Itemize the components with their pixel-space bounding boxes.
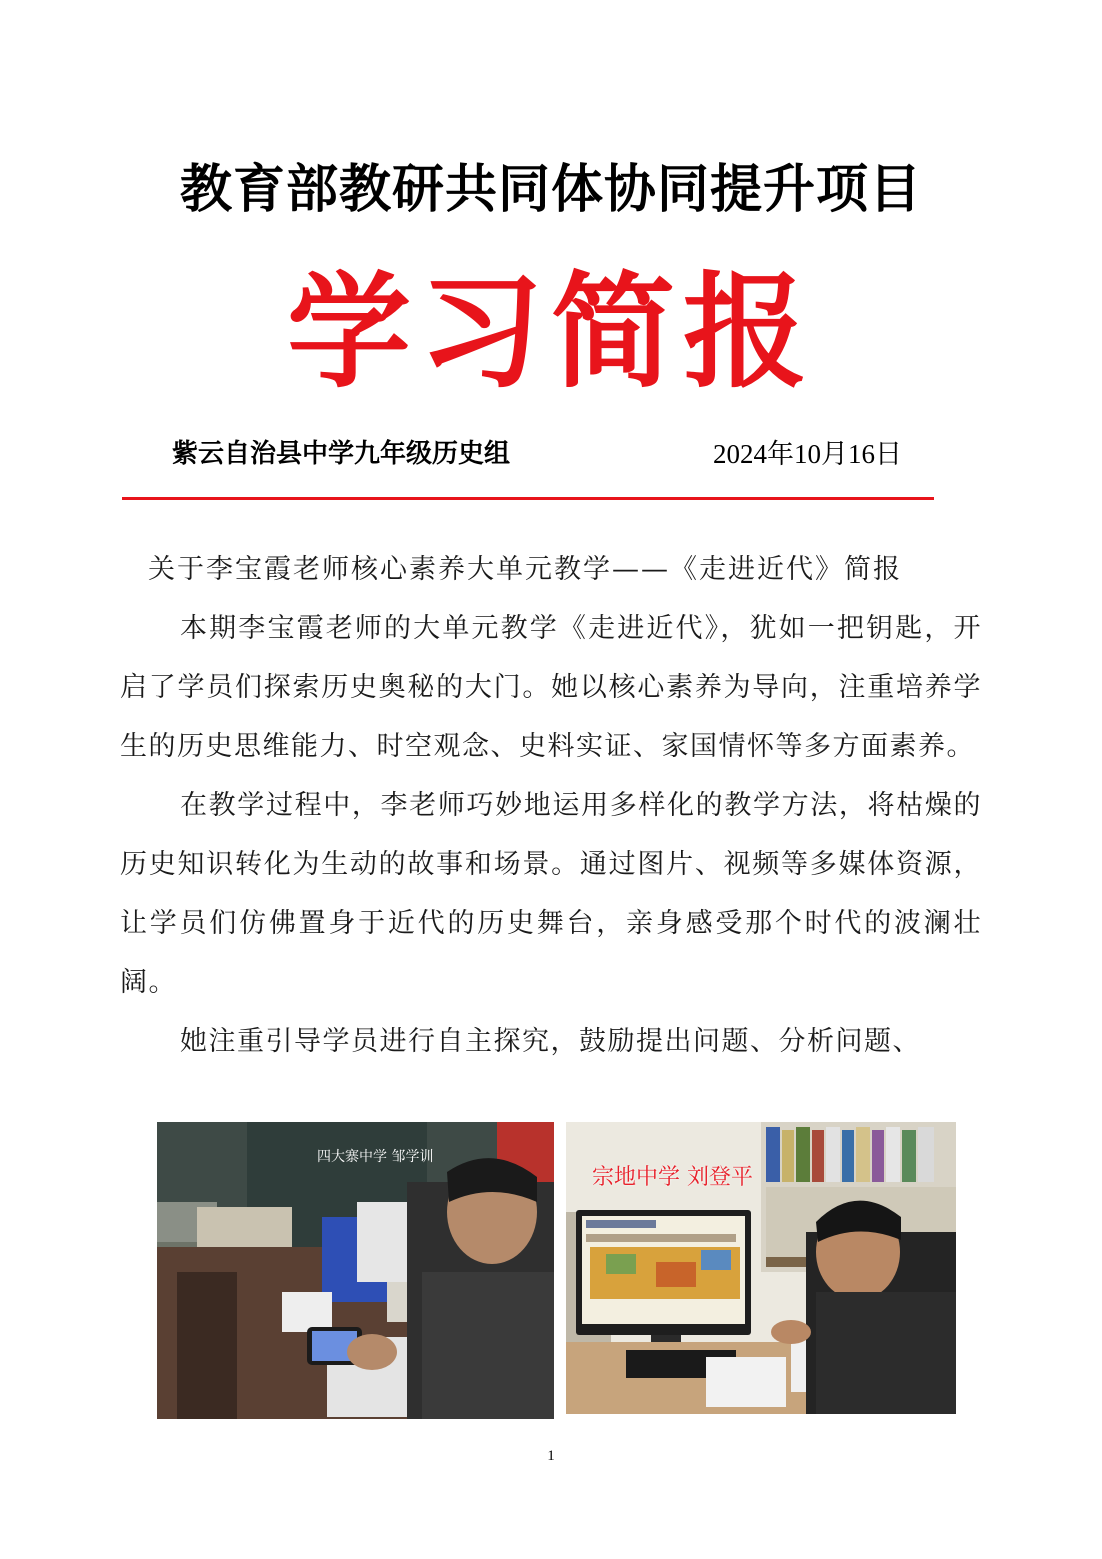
organization-label: 紫云自治县中学九年级历史组 (172, 439, 511, 469)
photo-teacher-computer (566, 1122, 956, 1414)
article-subtitle: 关于李宝霞老师核心素养大单元教学——《走进近代》简报 (148, 554, 902, 585)
paragraph: 本期李宝霞老师的大单元教学《走进近代》，犹如一把钥匙，开启了学员们探索历史奥秘的大门。她以核心素养为导向，注重培养学生的历史思维能力、时空观念、史料实证、家国情怀等多方面素养。 (120, 613, 982, 762)
paragraph: 在教学过程中，李老师巧妙地运用多样化的教学方法，将枯燥的历史知识转化为生动的故事和场景。通过图片、视频等多媒体资源，让学员们仿佛置身于近代的历史舞台，亲身感受那个时代的波澜壮阔。 (120, 790, 982, 998)
photo-caption: 宗地中学 刘登平 (592, 1165, 753, 1190)
photo-caption: 四大寨中学 邹学训 (317, 1149, 434, 1165)
teacher-with-phone-photo-icon (157, 1122, 554, 1419)
header-divider (122, 497, 934, 500)
paragraph: 她注重引导学员进行自主探究，鼓励提出问题、分析问题、 (180, 1026, 921, 1057)
masthead-title: 学习简报 (286, 261, 815, 405)
photo-teacher-phone (157, 1122, 554, 1419)
article-body (120, 540, 982, 1071)
project-title: 教育部教研共同体协同提升项目 (179, 160, 922, 220)
page-number: 1 (547, 1448, 555, 1464)
date-label: 2024年10月16日 (713, 439, 902, 469)
